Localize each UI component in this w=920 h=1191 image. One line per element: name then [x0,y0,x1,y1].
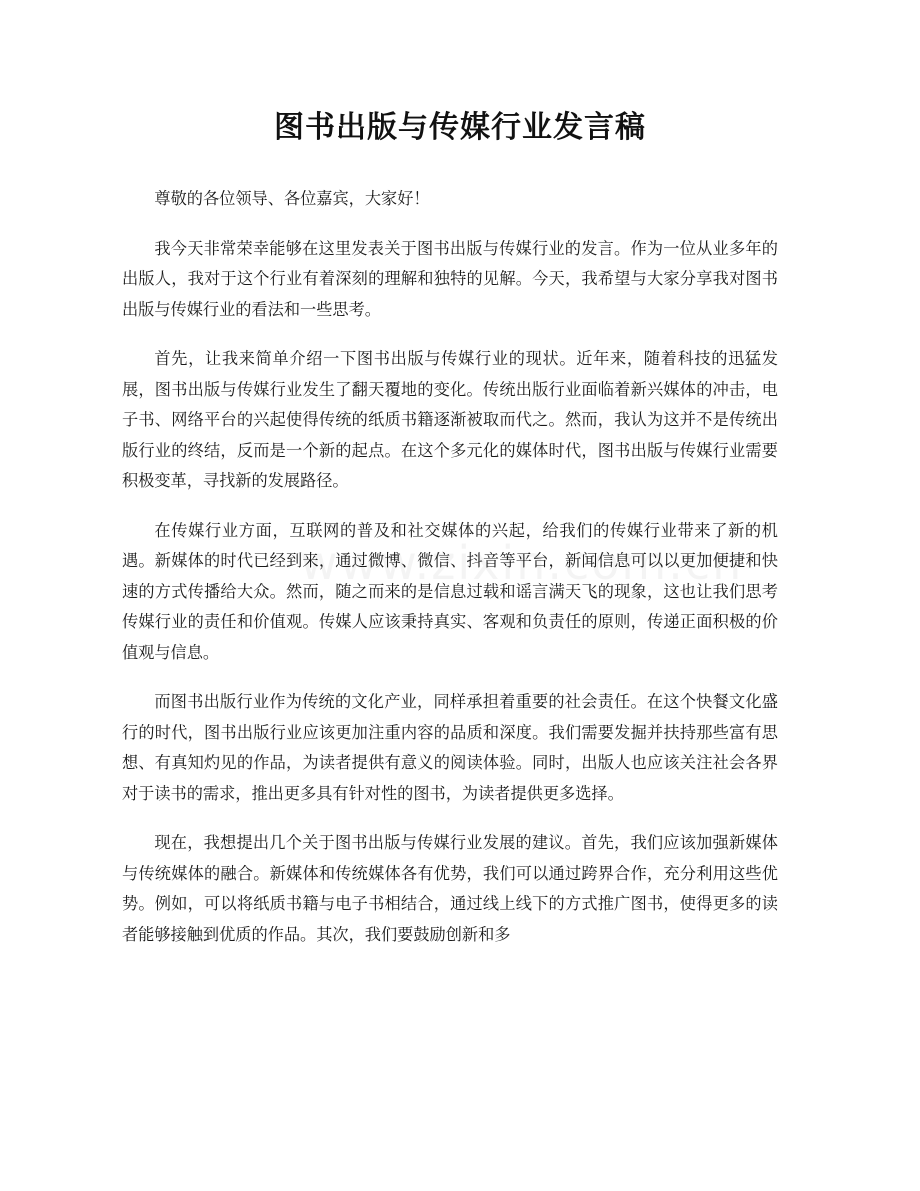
paragraph-status: 首先，让我来简单介绍一下图书出版与传媒行业的现状。近年来，随着科技的迅猛发展，图书出版与传媒行业发生了翻天覆地的变化。传统出版行业面临着新兴媒体的冲击，电子书、网络平台的兴起使得传统的纸质书籍逐渐被取而代之。然而，我认为这并不是传统出版行业的终结，反而是一个新的起点。在这个多元化的媒体时代，图书出版与传媒行业需要积极变革，寻找新的发展路径。 [122,349,778,490]
paragraph-intro: 我今天非常荣幸能够在这里发表关于图书出版与传媒行业的发言。作为一位从业多年的出版人，我对于这个行业有着深刻的理解和独特的见解。今天，我希望与大家分享我对图书出版与传媒行业的看法和一些思考。 [122,238,778,319]
document-body [122,184,778,969]
paragraph-suggestions: 现在，我想提出几个关于图书出版与传媒行业发展的建议。首先，我们应该加强新媒体与传统媒体的融合。新媒体和传统媒体各有优势，我们可以通过跨界合作，充分利用这些优势。例如，可以将纸质书籍与电子书相结合，通过线上线下的方式推广图书，使得更多的读者能够接触到优质的作品。其次，我们要鼓励创新和多 [122,833,778,944]
paragraph-media: 在传媒行业方面，互联网的普及和社交媒体的兴起，给我们的传媒行业带来了新的机遇。新媒体的时代已经到来，通过微博、微信、抖音等平台，新闻信息可以以更加便捷和快速的方式传播给大众。然而，随之而来的是信息过载和谣言满天飞的现象，这也让我们思考传媒行业的责任和价值观。传媒人应该秉持真实、客观和负责任的原则，传递正面积极的价值观与信息。 [122,520,778,662]
paragraph-greeting: 尊敬的各位领导、各位嘉宾，大家好！ [154,189,430,208]
paragraph-publishing: 而图书出版行业作为传统的文化产业，同样承担着重要的社会责任。在这个快餐文化盛行的时代，图书出版行业应该更加注重内容的品质和深度。我们需要发掘并扶持那些富有思想、有真知灼见的作品，为读者提供有意义的阅读体验。同时，出版人也应该关注社会各界对于读书的需求，推出更多具有针对性的图书，为读者提供更多选择。 [122,692,778,803]
page-title: 图书出版与传媒行业发言稿 [274,110,646,145]
